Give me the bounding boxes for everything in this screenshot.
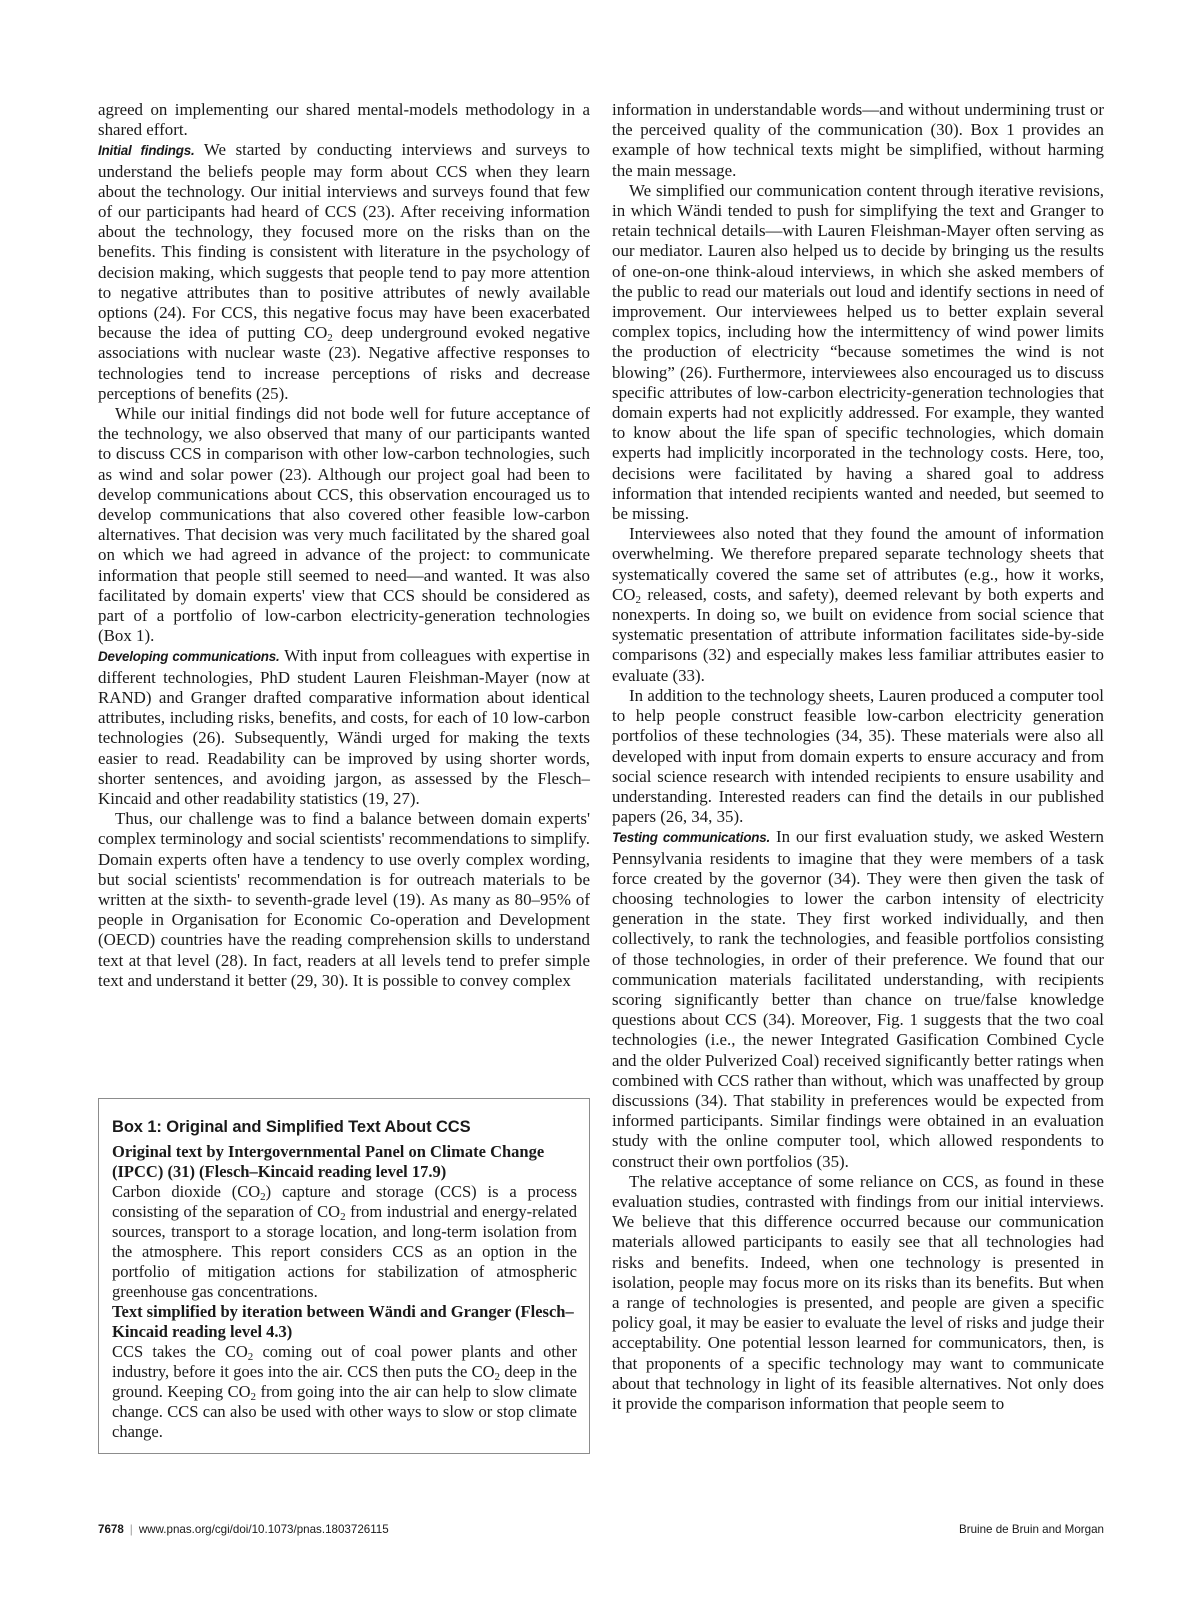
box-original-heading: Original text by Intergovernmental Panel on Climate Change (IPCC) (31) (Flesch–Kincaid reading level 17.9) <box>112 1142 545 1181</box>
text: CCS takes the CO <box>112 1342 248 1361</box>
paragraph-text: Interviewees also noted that they found the amount of information overwhelming. We therefore prepared separate technology sheets that systematically covered the same set of attributes (e.g., how it works, CO <box>612 524 1104 604</box>
paragraph <box>612 181 1104 524</box>
paragraph-text: In addition to the technology sheets, Lauren produced a computer tool to help people construct feasible low-carbon electricity generation portfolios of these technologies (34, 35). These materials were also all developed with input from domain experts to ensure accuracy and from social science research with intended recipients to ensure usability and understanding. Interested readers can find the details in our published papers (26, 34, 35). <box>612 685 1104 827</box>
box-1 <box>98 1098 590 1454</box>
paragraph <box>612 686 1104 827</box>
paragraph-text: Thus, our challenge was to find a balance between domain experts' complex terminology and social scientists' recommendations to simplify. Domain experts often have a tendency to use overly complex wording, but social scientists' recommendation is for outreach materials to be written at the sixth- to seventh-grade level (19). As many as 80–95% of people in Organisation for Economic Co-operation and Development (OECD) countries have the reading comprehension skills to understand text at that level (28). In fact, readers at all levels tend to prefer simple text and understand it better (29, 30). It is possible to convey complex <box>98 809 590 990</box>
paragraph-text: released, costs, and safety), deemed relevant by both experts and nonexperts. In doing so, we built on evidence from social science that systematic presentation of attribute information facilitates side-by-side comparisons (32) and especially makes less familiar attributes easier to evaluate (33). <box>612 584 1104 685</box>
subscript: 2 <box>635 593 641 606</box>
text: deep in the ground. Keeping CO <box>112 1362 578 1401</box>
paragraph <box>612 1172 1104 1414</box>
paragraph <box>98 404 590 646</box>
paragraph-text: We started by conducting interviews and surveys to understand the beliefs people may form about CCS when they learn about the technology. Our initial interviews and surveys found that few of our participants had heard of CCS (23). After receiving information about the technology, they focused more on the risks than on the benefits. This finding is consistent with literature in the psychology of decision making, which suggests that people tend to pay more attention to negative attributes than to positive attributes of newly available options (24). For CCS, this negative focus may have been exacerbated because the idea of putting CO <box>98 140 591 343</box>
subscript: 2 <box>260 1191 266 1203</box>
paragraph-text: In our first evaluation study, we asked Western Pennsylvania residents to imagine that they were members of a task force created by the governor (34). They were then given the task of choosing technologies to lower the carbon intensity of electricity generation in the state. They first worked individually, and then collectively, to rank the technologies, and feasible portfolios consisting of those technologies, in order of their preference. We found that our communication materials facilitated understanding, with recipients scoring significantly better than chance on true/false knowledge questions about CCS (34). Moreover, Fig. 1 suggests that the two coal technologies (i.e., the newer Integrated Gasification Combined Cycle and the older Pulverized Coal) received significantly better ratings when combined with CCS rather than without, which was unaffected by group discussions (34). That stability in preferences would be expected from informed participants. Similar findings were obtained in an evaluation study with the online computer tool, which allowed respondents to construct their own portfolios (35). <box>612 827 1104 1171</box>
left-column <box>98 100 590 991</box>
run-in-heading: Developing communications. <box>98 649 280 665</box>
paragraph <box>98 100 590 140</box>
box-title: Box 1: Original and Simplified Text About CCS <box>112 1118 471 1136</box>
paragraph-text: agreed on implementing our shared mental-models methodology in a shared effort. <box>98 100 590 140</box>
doi-link[interactable]: www.pnas.org/cgi/doi/10.1073/pnas.1803726115 <box>138 1523 389 1536</box>
paragraph-text: information in understandable words—and without undermining trust or the perceived quality of the communication (30). Box 1 provides an example of how technical texts might be simplified, without harming the main message. <box>612 100 1104 180</box>
page-footer <box>98 1523 1104 1536</box>
footer-separator: | <box>129 1523 133 1536</box>
right-column <box>612 100 1104 1414</box>
text: coming out of coal power plants and other industry, before it goes into the air. CCS then puts the CO <box>112 1342 577 1381</box>
text: Carbon dioxide (CO <box>112 1182 261 1201</box>
run-in-heading: Testing communications. <box>612 830 771 846</box>
paragraph <box>612 100 1104 181</box>
subscript: 2 <box>340 1211 346 1223</box>
paragraph-initial-findings <box>98 140 590 404</box>
text: ) capture and storage (CCS) is a process consisting of the separation of CO <box>112 1182 577 1221</box>
text: from industrial and energy-related sources, transport to a storage location, and long-term isolation from the atmosphere. This report considers CCS as an option in the portfolio of mitigation actions for stabilization of atmospheric greenhouse gas concentrations. <box>112 1202 577 1301</box>
run-in-heading: Initial findings. <box>98 143 195 159</box>
paragraph-text: While our initial findings did not bode well for future acceptance of the technology, we also observed that many of our participants wanted to discuss CCS in comparison with other low-carbon technologies, such as wind and solar power (23). Although our project goal had been to develop communications about CCS, this observation encouraged us to develop communications that also covered other feasible low-carbon alternatives. That decision was very much facilitated by the shared goal on which we had agreed in advance of the project: to communicate information that people still seemed to need—and wanted. It was also facilitated by domain experts' view that CCS should be considered as part of a portfolio of low-carbon electricity-generation technologies (Box 1). <box>98 404 590 646</box>
running-authors: Bruine de Bruin and Morgan <box>958 1523 1104 1536</box>
paragraph-testing-communications <box>612 827 1104 1171</box>
subscript: 2 <box>250 1391 257 1403</box>
paragraph-text: With input from colleagues with expertise in different technologies, PhD student Lauren Fleishman-Mayer (now at RAND) and Granger drafted comparative information about identical attributes, including risks, benefits, and costs, for each of 10 low-carbon technologies (26). Subsequently, Wändi urged for making the texts easier to read. Readability can be improved by using shorter words, shorter sentences, and avoiding jargon, as assessed by the Flesch–Kincaid and other readability statistics (19, 27). <box>98 646 590 808</box>
box-original-text <box>112 1182 577 1302</box>
subscript: 2 <box>247 1351 254 1363</box>
page-number: 7678 <box>98 1523 124 1536</box>
paragraph <box>612 524 1104 686</box>
subscript: 2 <box>327 332 333 345</box>
subscript: 2 <box>494 1371 500 1383</box>
text: from going into the air can help to slow climate change. CCS can also be used with other ways to slow or stop climate change. <box>112 1382 577 1441</box>
paragraph-text: The relative acceptance of some reliance on CCS, as found in these evaluation studies, contrasted with findings from our initial interviews. We believe that this difference occurred because our communication materials allowed participants to easily see that all technologies had risks and benefits. Indeed, when one technology is presented in isolation, people may focus more on its risks than its benefits. But when a range of technologies is presented, and people are given a specific policy goal, it may be easier to evaluate the level of risks and judge their acceptability. One potential lesson learned for communicators, then, is that proponents of a specific technology may want to communicate about that technology in light of its feasible alternatives. Not only does it provide the comparison information that people seem to <box>612 1171 1104 1413</box>
paragraph-text: We simplified our communication content through iterative revisions, in which Wändi tended to push for simplifying the text and Granger to retain technical details—with Lauren Fleishman-Mayer often serving as our mediator. Lauren also helped us to decide by bringing us the results of one-on-one think-aloud interviews, in which she asked members of the public to read our materials out loud and identify sections in need of improvement. Our interviewees helped us to better explain several complex topics, including how the intermittency of wind power limits the production of electricity “because sometimes the wind is not blowing” (26). Furthermore, interviewees also encouraged us to discuss specific attributes of low-carbon electricity-generation technologies that domain experts had not explicitly addressed. For example, they wanted to know about the life span of specific technologies, which domain experts had implicitly incorporated in the technology costs. Here, too, decisions were facilitated by having a shared goal to address information that intended recipients wanted and needed, but seemed to be missing. <box>612 180 1104 524</box>
paragraph <box>98 809 590 991</box>
box-simplified-text <box>112 1342 577 1442</box>
paragraph-text: deep underground evoked negative associations with nuclear waste (23). Negative affective responses to technologies tend to increase perceptions of risks and decrease perceptions of benefits (25). <box>98 323 590 403</box>
box-simplified-heading: Text simplified by iteration between Wändi and Granger (Flesch–Kincaid reading level 4.3) <box>112 1302 574 1341</box>
paragraph-developing-communications <box>98 646 590 809</box>
